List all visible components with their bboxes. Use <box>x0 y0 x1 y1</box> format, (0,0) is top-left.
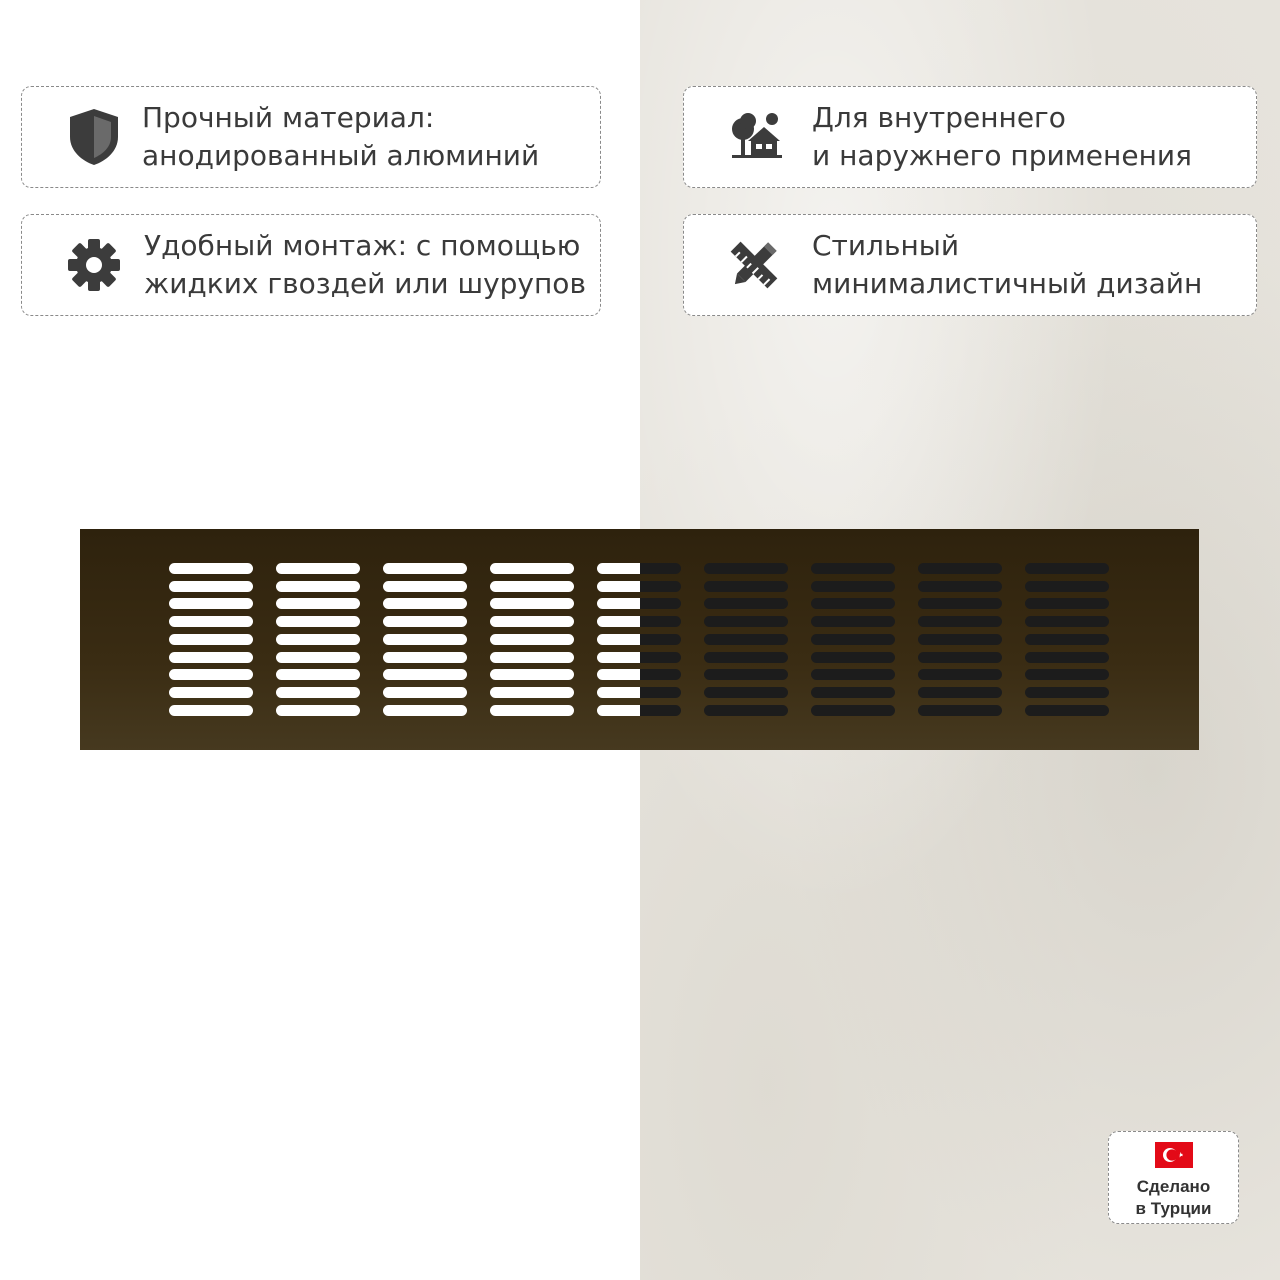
grille-slot <box>597 563 640 574</box>
grille-slot <box>490 598 574 609</box>
grille-slot <box>597 669 640 680</box>
grille-slot <box>597 705 640 716</box>
grille-slot <box>918 634 1002 645</box>
grille-slot <box>1025 669 1109 680</box>
grille-slot <box>276 687 360 698</box>
turkey-flag-icon <box>1155 1142 1193 1168</box>
grille-slot <box>276 616 360 627</box>
ventilation-grille-image <box>80 529 1199 750</box>
grille-slot <box>276 634 360 645</box>
grille-slot <box>918 687 1002 698</box>
grille-slot <box>276 669 360 680</box>
feature-line: анодированный алюминий <box>142 139 540 172</box>
grille-slot <box>490 616 574 627</box>
grille-slot <box>1025 634 1109 645</box>
grille-slot <box>640 634 681 645</box>
grille-slot <box>597 634 640 645</box>
feature-text <box>142 99 539 175</box>
grille-slot <box>1025 616 1109 627</box>
grille-slot <box>704 652 788 663</box>
grille-slot <box>383 616 467 627</box>
grille-slot <box>640 581 681 592</box>
grille-slot <box>490 634 574 645</box>
grille-slot <box>169 652 253 663</box>
grille-slot <box>704 616 788 627</box>
grille-slot <box>918 705 1002 716</box>
grille-slot <box>169 563 253 574</box>
feature-line: Удобный монтаж: с помощью <box>144 229 581 262</box>
grille-slot <box>704 705 788 716</box>
grille-slot <box>1025 598 1109 609</box>
grille-slot <box>811 616 895 627</box>
grille-slot <box>169 581 253 592</box>
grille-slot <box>811 581 895 592</box>
grille-slot <box>597 687 640 698</box>
grille-slot <box>640 652 681 663</box>
grille-slot <box>490 705 574 716</box>
grille-slot <box>597 652 640 663</box>
grille-slot <box>169 669 253 680</box>
grille-slot <box>383 669 467 680</box>
badge-line-1: Сделано <box>1136 1177 1211 1196</box>
feature-text <box>144 227 586 303</box>
grille-slot <box>383 634 467 645</box>
grille-slot <box>490 687 574 698</box>
grille-slot <box>383 652 467 663</box>
grille-slot <box>704 687 788 698</box>
grille-slot <box>811 687 895 698</box>
grille-slot <box>811 563 895 574</box>
grille-slot <box>1025 652 1109 663</box>
grille-slot <box>383 705 467 716</box>
grille-slot <box>704 581 788 592</box>
grille-slot <box>1025 687 1109 698</box>
grille-slot <box>597 581 640 592</box>
grille-slot <box>811 669 895 680</box>
grille-slot <box>811 598 895 609</box>
feature-line: Прочный материал: <box>142 101 435 134</box>
grille-slot <box>704 563 788 574</box>
grille-slot <box>490 669 574 680</box>
grille-slot <box>276 652 360 663</box>
grille-slot <box>383 563 467 574</box>
grille-slot <box>383 581 467 592</box>
grille-slot <box>383 687 467 698</box>
grille-slot <box>1025 563 1109 574</box>
badge-line-2: в Турции <box>1135 1199 1212 1218</box>
grille-slot <box>918 652 1002 663</box>
grille-slot <box>169 687 253 698</box>
grille-slot <box>811 634 895 645</box>
made-in-badge <box>1108 1131 1239 1224</box>
grille-slot <box>640 563 681 574</box>
feature-card-mounting <box>21 214 601 316</box>
feature-text <box>812 99 1192 175</box>
grille-slot <box>704 669 788 680</box>
grille-slot <box>169 705 253 716</box>
grille-slot <box>811 705 895 716</box>
feature-card-usage <box>683 86 1257 188</box>
grille-slot <box>276 598 360 609</box>
grille-slot <box>640 687 681 698</box>
shield-icon <box>66 107 122 167</box>
grille-slot <box>169 616 253 627</box>
grille-slot <box>169 634 253 645</box>
grille-slot <box>597 616 640 627</box>
house-tree-icon <box>728 107 784 167</box>
feature-line: минималистичный дизайн <box>812 267 1203 300</box>
grille-slot <box>918 598 1002 609</box>
grille-slot <box>597 598 640 609</box>
grille-slot <box>704 598 788 609</box>
feature-line: жидких гвоздей или шурупов <box>144 267 586 300</box>
feature-line: Для внутреннего <box>812 101 1066 134</box>
grille-slot <box>276 563 360 574</box>
gear-icon <box>66 235 122 295</box>
feature-card-design <box>683 214 1257 316</box>
grille-slot <box>704 634 788 645</box>
feature-line: и наружнего применения <box>812 139 1192 172</box>
grille-slot <box>1025 705 1109 716</box>
grille-slot <box>640 669 681 680</box>
grille-slot <box>640 616 681 627</box>
grille-slot <box>383 598 467 609</box>
grille-slot <box>169 598 253 609</box>
grille-slot <box>276 705 360 716</box>
grille-slot <box>918 563 1002 574</box>
grille-slot <box>918 669 1002 680</box>
pencil-ruler-icon <box>726 235 782 295</box>
feature-line: Стильный <box>812 229 960 262</box>
grille-slot <box>276 581 360 592</box>
grille-slot <box>1025 581 1109 592</box>
grille-slot <box>811 652 895 663</box>
feature-card-material <box>21 86 601 188</box>
grille-slot <box>640 705 681 716</box>
feature-text <box>812 227 1202 303</box>
grille-slot <box>490 652 574 663</box>
grille-slot <box>490 581 574 592</box>
grille-slot <box>918 581 1002 592</box>
grille-slot <box>490 563 574 574</box>
grille-slot <box>640 598 681 609</box>
grille-slot <box>918 616 1002 627</box>
